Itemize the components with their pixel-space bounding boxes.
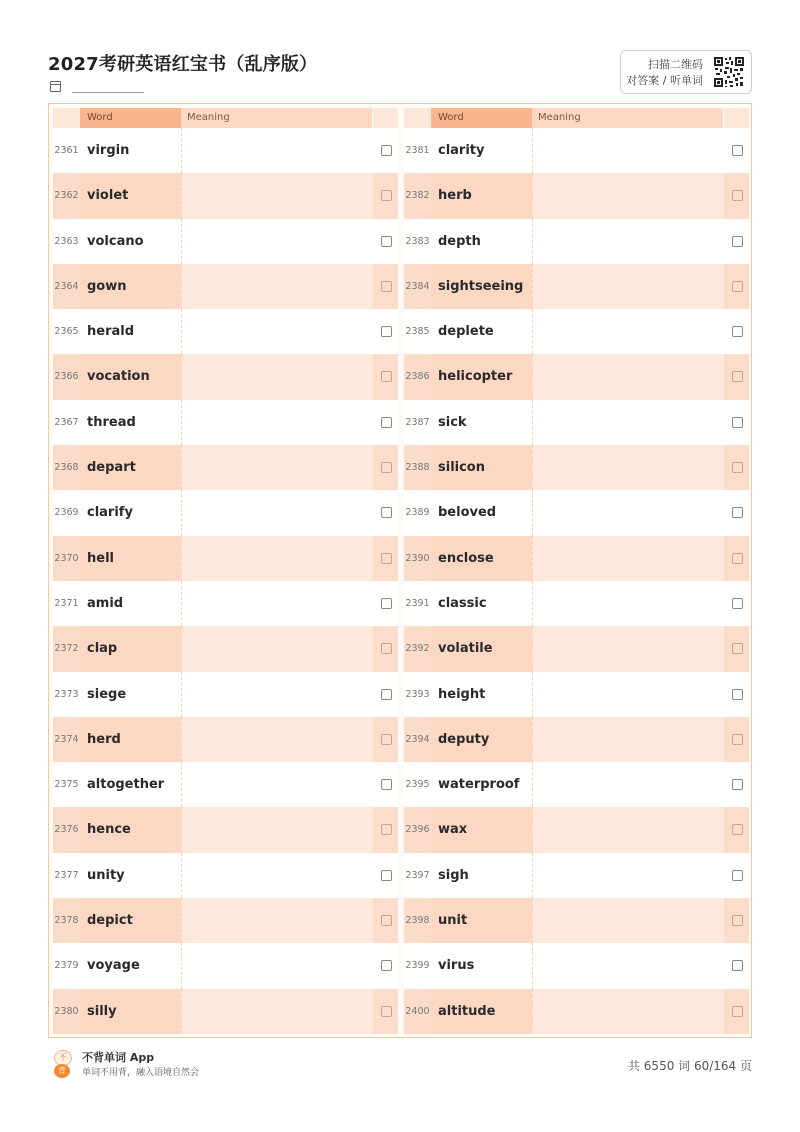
word-text: deputy [431,717,532,762]
word-number: 2397 [405,869,430,881]
word-number: 2364 [53,264,80,309]
word-number: 2361 [54,145,79,156]
checkbox-cell [373,898,398,943]
logo-top-glyph: 不 [54,1050,72,1066]
left-rows [53,128,398,1034]
word-text: height [438,686,486,702]
table-row [53,354,398,399]
checkbox[interactable] [381,190,392,201]
checkbox[interactable] [381,915,392,926]
app-name: 不背单词 App [82,1051,155,1064]
header-check-cell [724,108,749,128]
checkbox-cell [373,173,398,218]
checkbox[interactable] [381,779,392,790]
word-number: 2366 [53,354,80,399]
word-number: 2385 [405,326,430,338]
word-number: 2394 [404,717,431,762]
right-column [404,108,749,1034]
table-row [404,309,749,354]
checkbox[interactable] [732,779,743,790]
checkbox[interactable] [381,643,392,654]
header-word: Word [431,108,532,128]
app-logo [52,1050,72,1078]
meaning-input[interactable] [532,445,723,490]
checkbox-cell [724,717,749,762]
word-text: wax [431,807,532,852]
word-number: 2388 [404,445,431,490]
table-row [53,898,398,943]
word-number: 2376 [53,807,80,852]
meaning-input[interactable] [532,989,723,1034]
meaning-input[interactable] [532,717,723,762]
word-number: 2384 [404,264,431,309]
word-text: deplete [438,324,494,340]
page-title: 2027考研英语红宝书（乱序版） [48,54,318,75]
table-row [53,672,398,717]
word-number: 2377 [54,869,79,881]
meaning-input[interactable] [532,264,723,309]
word-text: silly [80,989,181,1034]
word-number: 2378 [53,898,80,943]
table-row [404,400,749,445]
meaning-input[interactable] [181,490,372,535]
checkbox[interactable] [381,870,392,881]
word-text: depart [80,445,181,490]
table-row [404,943,749,988]
table-row [53,853,398,898]
word-text: silicon [431,445,532,490]
checkbox[interactable] [732,281,743,292]
date-blank-line [72,92,144,93]
checkbox-cell [373,807,398,852]
meaning-input[interactable] [532,309,723,354]
meaning-input[interactable] [181,264,372,309]
qr-caption-line2: 对答案 / 听单词 [626,74,703,87]
meaning-input[interactable] [532,672,723,717]
word-text: classic [438,595,487,611]
meaning-input[interactable] [532,807,723,852]
checkbox[interactable] [732,236,743,247]
checkbox-cell [373,128,398,173]
checkbox[interactable] [732,643,743,654]
checkbox[interactable] [381,326,392,337]
meaning-input[interactable] [181,128,372,173]
meaning-input[interactable] [181,943,372,988]
checkbox[interactable] [381,960,392,971]
word-number: 2395 [405,779,430,791]
header-number-cell [404,108,431,128]
checkbox[interactable] [732,190,743,201]
checkbox-cell [373,400,398,445]
checkbox-cell [724,807,749,852]
word-number: 2398 [404,898,431,943]
table-row [53,490,398,535]
checkbox[interactable] [732,371,743,382]
word-text: volcano [87,233,144,249]
checkbox[interactable] [732,824,743,835]
left-column [53,108,398,1034]
meaning-input[interactable] [532,536,723,581]
checkbox[interactable] [381,1006,392,1017]
checkbox-cell [724,581,749,626]
checkbox[interactable] [732,326,743,337]
table-row [53,626,398,671]
meaning-input[interactable] [181,536,372,581]
table-row [53,173,398,218]
meaning-input[interactable] [181,219,372,264]
word-text: depict [80,898,181,943]
checkbox-cell [373,762,398,807]
table-row [404,173,749,218]
checkbox-cell [373,581,398,626]
meaning-input[interactable] [532,400,723,445]
word-number: 2389 [405,507,430,519]
meaning-input[interactable] [532,762,723,807]
checkbox[interactable] [381,507,392,518]
word-number: 2381 [405,145,430,156]
word-text: hell [80,536,181,581]
word-number: 2391 [405,597,430,609]
meaning-input[interactable] [181,626,372,671]
checkbox-cell [373,264,398,309]
meaning-input[interactable] [532,490,723,535]
checkbox-cell [724,264,749,309]
date-field[interactable] [50,80,150,94]
table-row [404,762,749,807]
table-row [404,898,749,943]
word-text: beloved [438,505,497,521]
checkbox-cell [373,219,398,264]
checkbox-cell [373,989,398,1034]
qr-code-icon[interactable] [713,56,745,88]
checkbox[interactable] [732,145,743,156]
word-text: clap [80,626,181,671]
checkbox-cell [724,309,749,354]
meaning-input[interactable] [181,853,372,898]
meaning-input[interactable] [181,400,372,445]
table-row [404,264,749,309]
app-slogan: 单词不用背，融入语境自然会 [82,1068,200,1078]
checkbox[interactable] [732,870,743,881]
table-row [404,672,749,717]
word-number: 2386 [404,354,431,399]
checkbox-cell [724,672,749,717]
meaning-input[interactable] [181,898,372,943]
word-text: virus [438,958,475,974]
word-number: 2379 [54,960,79,972]
header-check-cell [373,108,398,128]
checkbox[interactable] [732,598,743,609]
word-number: 2390 [404,536,431,581]
word-text: enclose [431,536,532,581]
word-text: gown [80,264,181,309]
checkbox-cell [724,898,749,943]
checkbox[interactable] [732,553,743,564]
word-text: sightseeing [431,264,532,309]
checkbox-cell [373,309,398,354]
word-number: 2367 [54,416,79,428]
header-meaning: Meaning [532,108,723,128]
word-number: 2370 [53,536,80,581]
meaning-input[interactable] [181,989,372,1034]
word-number: 2383 [405,235,430,247]
checkbox-cell [724,445,749,490]
table-row [53,581,398,626]
meaning-input[interactable] [532,173,723,218]
table-row [53,128,398,173]
table-row [53,309,398,354]
qr-code-panel[interactable] [620,50,752,94]
checkbox-cell [724,400,749,445]
table-row [404,581,749,626]
word-text: herald [87,324,135,340]
table-row [53,264,398,309]
table-header [404,108,749,128]
qr-caption-line1: 扫描二维码 [648,58,703,71]
word-number: 2374 [53,717,80,762]
checkbox-cell [724,762,749,807]
right-rows [404,128,749,1034]
table-row [404,445,749,490]
word-text: clarify [87,505,133,521]
checkbox[interactable] [381,689,392,700]
checkbox[interactable] [381,145,392,156]
checkbox-cell [373,717,398,762]
table-row [404,989,749,1034]
meaning-input[interactable] [181,173,372,218]
checkbox[interactable] [732,689,743,700]
table-row [53,536,398,581]
word-text: amid [87,595,124,611]
word-number: 2382 [404,173,431,218]
checkbox-cell [724,536,749,581]
word-number: 2400 [404,989,431,1034]
checkbox-cell [373,943,398,988]
table-row [404,853,749,898]
word-text: herb [431,173,532,218]
meaning-input[interactable] [181,309,372,354]
word-number: 2373 [54,688,79,700]
table-row [404,490,749,535]
vocabulary-table [48,103,752,1038]
table-row [404,128,749,173]
checkbox-cell [724,219,749,264]
meaning-input[interactable] [181,762,372,807]
checkbox-cell [373,853,398,898]
meaning-input[interactable] [532,219,723,264]
checkbox[interactable] [732,960,743,971]
checkbox[interactable] [732,915,743,926]
word-text: unity [87,867,125,883]
meaning-input[interactable] [532,626,723,671]
word-text: herd [80,717,181,762]
checkbox[interactable] [381,371,392,382]
word-text: violet [80,173,181,218]
checkbox[interactable] [381,598,392,609]
checkbox[interactable] [381,281,392,292]
word-text: volatile [431,626,532,671]
meaning-input[interactable] [532,898,723,943]
checkbox[interactable] [381,462,392,473]
word-number: 2372 [53,626,80,671]
header-meaning: Meaning [181,108,372,128]
table-row [404,626,749,671]
meaning-input[interactable] [181,717,372,762]
word-text: altitude [431,989,532,1034]
word-number: 2399 [405,960,430,972]
word-text: hence [80,807,181,852]
checkbox-cell [373,354,398,399]
meaning-input[interactable] [181,807,372,852]
word-number: 2375 [54,779,79,791]
meaning-input[interactable] [181,581,372,626]
table-row [404,807,749,852]
table-row [404,219,749,264]
word-number: 2396 [404,807,431,852]
word-number: 2392 [404,626,431,671]
calendar-icon [50,81,61,92]
table-row [53,400,398,445]
word-text: waterproof [438,777,520,793]
word-text: altogether [87,777,165,793]
logo-bottom-glyph: 背 [54,1064,70,1078]
page-info: 共 6550 词 60/164 页 [627,1059,752,1073]
table-row [53,807,398,852]
word-number: 2387 [405,416,430,428]
word-text: thread [87,414,136,430]
meaning-input[interactable] [181,445,372,490]
meaning-input[interactable] [532,943,723,988]
word-number: 2368 [53,445,80,490]
word-number: 2363 [54,235,79,247]
checkbox[interactable] [732,734,743,745]
word-number: 2393 [405,688,430,700]
word-number: 2371 [54,597,79,609]
word-text: virgin [87,143,130,158]
meaning-input[interactable] [532,354,723,399]
checkbox-cell [373,626,398,671]
meaning-input[interactable] [181,354,372,399]
checkbox-cell [373,490,398,535]
word-text: sick [438,414,467,430]
word-number: 2369 [54,507,79,519]
checkbox-cell [724,626,749,671]
checkbox-cell [373,672,398,717]
word-text: vocation [80,354,181,399]
checkbox-cell [724,989,749,1034]
word-text: unit [431,898,532,943]
checkbox[interactable] [381,824,392,835]
table-row [404,717,749,762]
checkbox-cell [724,128,749,173]
table-row [53,762,398,807]
checkbox-cell [373,445,398,490]
table-row [53,219,398,264]
checkbox[interactable] [381,417,392,428]
table-row [404,536,749,581]
word-number: 2365 [54,326,79,338]
checkbox[interactable] [381,734,392,745]
header-number-cell [53,108,80,128]
word-text: siege [87,686,127,702]
meaning-input[interactable] [532,581,723,626]
checkbox[interactable] [732,1006,743,1017]
checkbox-cell [724,173,749,218]
header-word: Word [80,108,181,128]
checkbox-cell [373,536,398,581]
table-row [53,445,398,490]
word-text: sigh [438,867,469,883]
word-number: 2362 [53,173,80,218]
checkbox-cell [724,853,749,898]
table-row [53,943,398,988]
qr-caption [626,57,703,89]
checkbox-cell [724,943,749,988]
meaning-input[interactable] [532,853,723,898]
checkbox[interactable] [381,236,392,247]
word-text: voyage [87,958,140,974]
checkbox[interactable] [732,507,743,518]
meaning-input[interactable] [181,672,372,717]
checkbox[interactable] [732,417,743,428]
table-row [404,354,749,399]
word-text: helicopter [431,354,532,399]
meaning-input[interactable] [532,128,723,173]
table-row [53,717,398,762]
word-number: 2380 [53,989,80,1034]
table-row [53,989,398,1034]
word-text: depth [438,233,481,249]
checkbox[interactable] [732,462,743,473]
word-text: clarity [438,143,485,158]
table-header [53,108,398,128]
checkbox-cell [724,490,749,535]
checkbox[interactable] [381,553,392,564]
checkbox-cell [724,354,749,399]
